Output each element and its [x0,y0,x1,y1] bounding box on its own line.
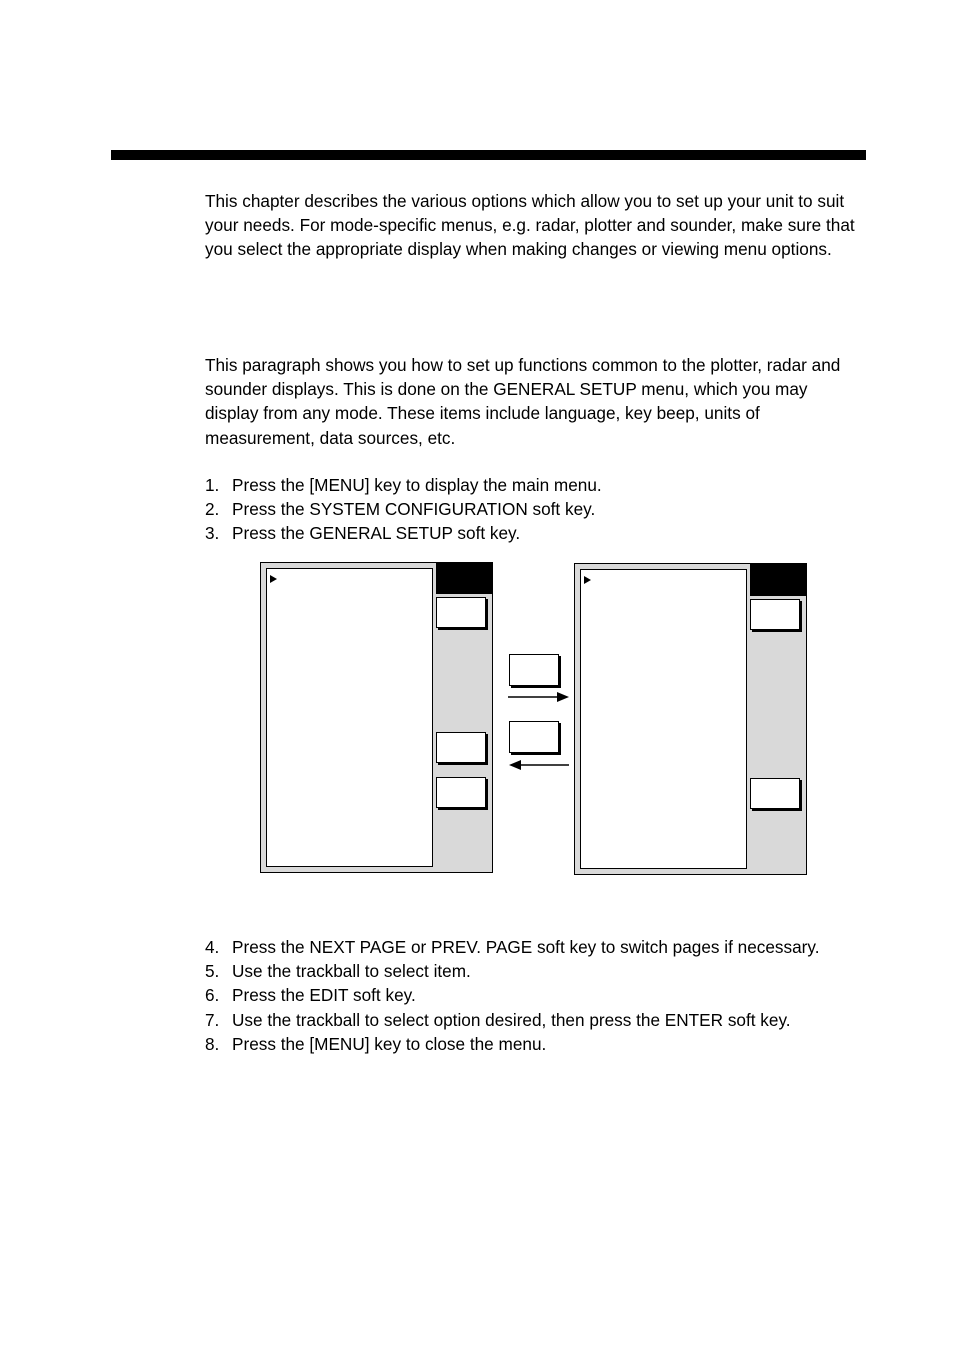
intro-paragraph: This chapter describes the various options which allow you to set up your unit to suit your needs. For mode-specific menus, e.g. radar, plotter and sounder, make sure that you select the appropriate display when making changes or viewing menu options. [205,191,855,260]
list-item: 6. Press the EDIT soft key. [205,985,416,1006]
menu-list-panel [580,569,747,869]
list-item: 3. Press the GENERAL SETUP soft key. [205,523,521,544]
list-item: 4. Press the NEXT PAGE or PREV. PAGE soft key to switch pages if necessary. [205,937,820,957]
soft-key[interactable] [436,777,486,808]
list-item: 5. Use the trackball to select item. [205,961,471,982]
general-setup-paragraph: This paragraph shows you how to set up functions common to the plotter, radar and sounder displays. This is done on the GENERAL SETUP menu, which you may display from any mode. These items include language, key beep, units of measurement, data sources, etc. [205,355,841,448]
soft-key[interactable] [750,599,800,630]
menu-list-panel [266,568,433,867]
page-switch-arrows [505,685,575,775]
list-item: 7. Use the trackball to select option desired, then press the ENTER soft key. [205,1009,791,1030]
next-page-key[interactable] [509,654,559,686]
cursor-arrow-icon [270,575,277,583]
menu-screen-page-2 [574,563,807,875]
menu-title-tab [750,564,807,596]
list-item: 2. Press the SYSTEM CONFIGURATION soft key. [205,499,596,520]
menu-title-tab [436,563,493,594]
menu-screen-page-1 [260,562,493,873]
soft-key[interactable] [436,732,486,763]
chapter-rule [111,150,866,160]
list-item: 8. Press the [MENU] key to close the menu. [205,1033,547,1054]
cursor-arrow-icon [584,576,591,584]
soft-key[interactable] [750,778,800,809]
left-arrow-icon [509,760,569,770]
soft-key[interactable] [436,597,486,628]
right-arrow-icon [508,692,569,702]
list-item: 1. Press the [MENU] key to display the main menu. [205,475,602,495]
steps-list-b [205,935,819,1056]
steps-list-a [205,473,602,546]
